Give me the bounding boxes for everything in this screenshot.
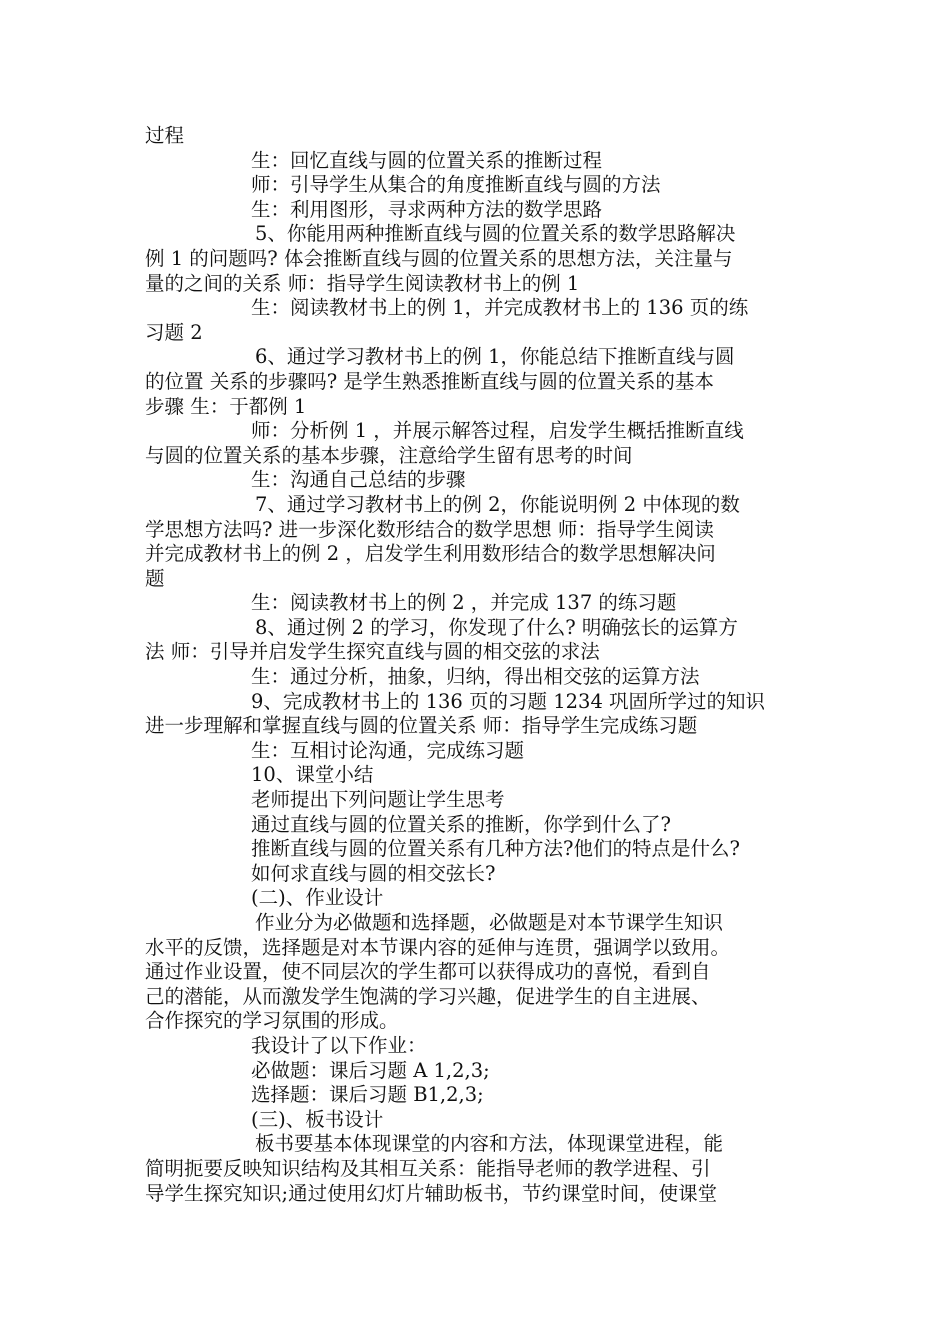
text-line: 进一步理解和掌握直线与圆的位置关系 师：指导学生完成练习题 — [145, 714, 698, 738]
text-line: 生：阅读教材书上的例 2 ，并完成 137 的练习题 — [251, 591, 677, 615]
document-text — [145, 124, 815, 1206]
text-line: 必做题：课后习题 A 1,2,3; — [251, 1058, 490, 1082]
text-line: 如何求直线与圆的相交弦长? — [251, 861, 496, 885]
text-line: 生：互相讨论沟通，完成练习题 — [251, 738, 525, 762]
text-line: 并完成教材书上的例 2 ，启发学生利用数形结合的数学思想解决问 — [145, 542, 716, 566]
text-line: 简明扼要反映知识结构及其相互关系：能指导老师的教学进程、引 — [145, 1156, 711, 1180]
text-line: 水平的反馈，选择题是对本节课内容的延伸与连贯，强调学以致用。 — [145, 935, 731, 959]
text-line: 合作探究的学习氛围的形成。 — [145, 1009, 399, 1033]
section-heading: (三)、板书设计 — [251, 1107, 384, 1131]
section-heading: (二)、作业设计 — [251, 886, 384, 910]
text-line: 学思想方法吗? 进一步深化数形结合的数学思想 师：指导学生阅读 — [145, 517, 714, 541]
text-line: 推断直线与圆的位置关系有几种方法?他们的特点是什么? — [251, 837, 740, 861]
text-line: 10、课堂小结 — [251, 763, 374, 787]
text-line: 例 1 的问题吗? 体会推断直线与圆的位置关系的思想方法，关注量与 — [145, 246, 733, 270]
text-line: 通过直线与圆的位置关系的推断，你学到什么了? — [251, 812, 671, 836]
text-line: 习题 2 — [145, 320, 203, 344]
text-line: 与圆的位置关系的基本步骤，注意给学生留有思考的时间 — [145, 443, 633, 467]
text-line: 的位置 关系的步骤吗? 是学生熟悉推断直线与圆的位置关系的基本 — [145, 369, 714, 393]
text-line: 板书要基本体现课堂的内容和方法，体现课堂进程，能 — [255, 1132, 724, 1156]
text-line: 5、你能用两种推断直线与圆的位置关系的数学思路解决 — [255, 222, 736, 246]
text-line: 步骤 生：于都例 1 — [145, 394, 307, 418]
text-line: 老师提出下列问题让学生思考 — [251, 788, 505, 812]
text-line: 作业分为必做题和选择题，必做题是对本节课学生知识 — [255, 911, 724, 934]
text-line: 法 师：引导并启发学生探究直线与圆的相交弦的求法 — [145, 640, 600, 664]
text-line: 8、通过例 2 的学习，你发现了什么? 明确弦长的运算方 — [255, 615, 738, 639]
text-line: 过程 — [145, 124, 185, 147]
text-line: 9、完成教材书上的 136 页的习题 1234 巩固所学过的知识 — [251, 689, 766, 713]
text-line: 题 — [145, 566, 165, 590]
text-line: 师：引导学生从集合的角度推断直线与圆的方法 — [251, 173, 661, 197]
text-line: 7、通过学习教材书上的例 2，你能说明例 2 中体现的数 — [255, 492, 740, 516]
text-line: 生：回忆直线与圆的位置关系的推断过程 — [251, 148, 603, 172]
text-line: 己的潜能，从而激发学生饱满的学习兴趣，促进学生的自主进展、 — [145, 984, 711, 1008]
text-line: 生：通过分析，抽象，归纳，得出相交弦的运算方法 — [251, 665, 700, 689]
text-line: 师：分析例 1 ，并展示解答过程，启发学生概括推断直线 — [251, 419, 744, 443]
text-line: 量的之间的关系 师：指导学生阅读教材书上的例 1 — [145, 271, 580, 295]
text-line: 生：阅读教材书上的例 1，并完成教材书上的 136 页的练 — [251, 296, 749, 320]
text-line: 生：利用图形，寻求两种方法的数学思路 — [251, 197, 603, 221]
text-line: 导学生探究知识;通过使用幻灯片辅助板书，节约课堂时间，使课堂 — [145, 1181, 718, 1205]
text-line: 我设计了以下作业： — [251, 1033, 427, 1057]
text-line: 通过作业设置，使不同层次的学生都可以获得成功的喜悦，看到自 — [145, 960, 711, 984]
text-line: 6、通过学习教材书上的例 1，你能总结下推断直线与圆 — [255, 345, 735, 369]
text-line: 选择题：课后习题 B1,2,3; — [251, 1083, 484, 1107]
text-line: 生：沟通自己总结的步骤 — [251, 468, 466, 492]
